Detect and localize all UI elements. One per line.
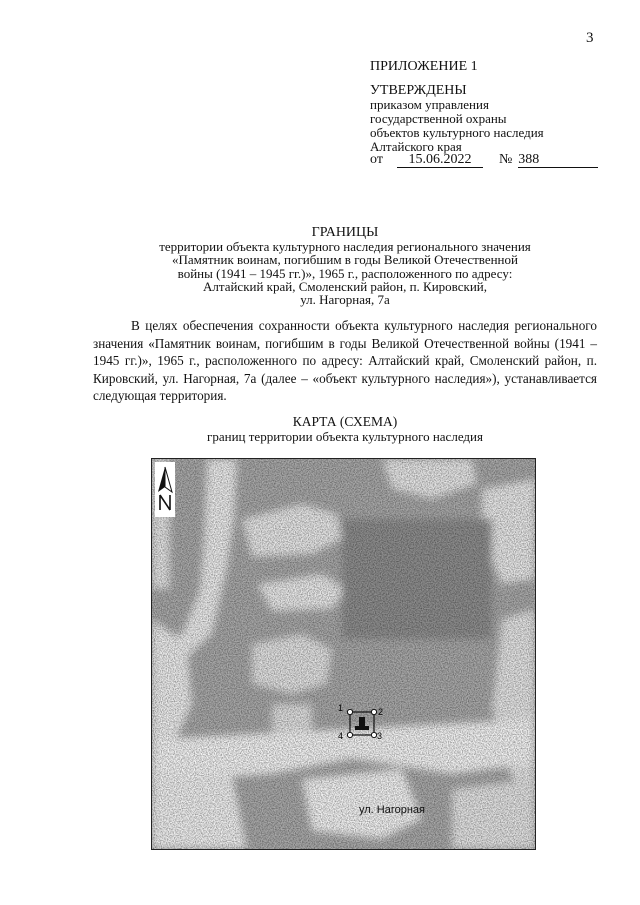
boundary-point-label: 3 bbox=[377, 731, 383, 741]
boundary-point-label: 1 bbox=[338, 703, 344, 713]
number-prefix: № bbox=[498, 152, 513, 167]
street-label: ул. Нагорная bbox=[359, 804, 426, 816]
subtitle-line: «Памятник воинам, погибшим в годы Великой Отечественной bbox=[172, 252, 518, 268]
order-date: 15.06.2022 bbox=[397, 152, 483, 168]
order-line: государственной охраны bbox=[370, 111, 507, 126]
map-scheme bbox=[151, 458, 536, 850]
subtitle-line: Алтайский край, Смоленский район, п. Кировский, bbox=[202, 278, 487, 294]
subtitle-line: войны (1941 – 1945 гг.)», 1965 г., расположенного по адресу: bbox=[177, 265, 513, 281]
order-issuer bbox=[370, 98, 544, 154]
order-date-line bbox=[370, 152, 598, 168]
order-line: Алтайского края bbox=[370, 139, 462, 154]
approved-label: УТВЕРЖДЕНЫ bbox=[370, 83, 467, 98]
subtitle-line: территории объекта культурного наследия регионального значения bbox=[159, 239, 531, 254]
body-paragraph: В целях обеспечения сохранности объекта культурного наследия регионального значения «Памятник воинам, погибшим в годы Великой Отечественной войны (1941 – 1945 гг.)», 1965 г., расположенного по адресу: Алтайский край, Смоленский район, п. Кировский, ул. Нагорная, 7а (далее – «объект культурного наследия»), устанавливается следующая территория. bbox=[93, 318, 597, 404]
subtitle-line: ул. Нагорная, 7а bbox=[300, 292, 390, 308]
order-line: объектов культурного наследия bbox=[370, 125, 544, 140]
appendix-label: ПРИЛОЖЕНИЕ 1 bbox=[370, 59, 478, 74]
boundary-point-label: 4 bbox=[338, 731, 344, 741]
document-title: ГРАНИЦЫ bbox=[311, 225, 379, 240]
order-line: приказом управления bbox=[370, 97, 489, 112]
document-subtitle bbox=[100, 240, 590, 306]
map-title: КАРТА (СХЕМА) bbox=[292, 414, 398, 429]
map-subtitle: границ территории объекта культурного наследия bbox=[207, 429, 483, 444]
boundary-point-1 bbox=[347, 709, 352, 714]
boundary-point-3 bbox=[371, 732, 376, 737]
boundary-point-2 bbox=[371, 709, 376, 714]
boundary-point-label: 2 bbox=[378, 707, 384, 717]
page-number: 3 bbox=[586, 30, 594, 46]
order-number: 388 bbox=[518, 152, 598, 168]
map-image bbox=[152, 459, 535, 849]
north-arrow-icon bbox=[155, 462, 175, 517]
boundary-point-4 bbox=[347, 732, 352, 737]
date-prefix: от bbox=[370, 152, 383, 167]
